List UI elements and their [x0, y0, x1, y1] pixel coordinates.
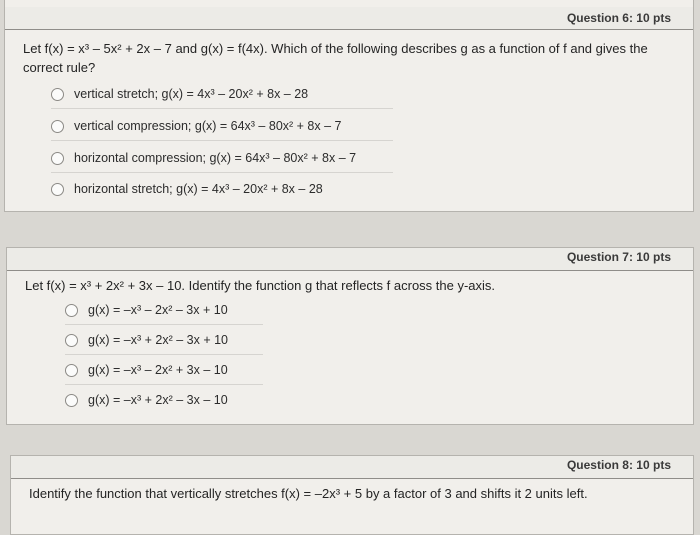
option-label: g(x) = –x³ + 2x² – 3x – 10: [88, 393, 228, 407]
option-label: vertical stretch; g(x) = 4x³ – 20x² + 8x – 28: [74, 87, 309, 101]
option-label: vertical compression; g(x) = 64x³ – 80x² + 8x – 7: [74, 119, 342, 133]
question-6-header: [5, 7, 693, 30]
option-label: g(x) = –x³ + 2x² – 3x + 10: [88, 333, 228, 347]
question-6-option-3[interactable]: [51, 144, 393, 173]
question-7-points: Question 7: 10 pts: [566, 250, 671, 264]
radio-button[interactable]: [51, 120, 64, 133]
question-7-option-1[interactable]: [65, 296, 263, 325]
question-6-prompt: Let f(x) = x³ – 5x² + 2x – 7 and g(x) = f(4x). Which of the following describes g as a function of f and gives the correct rule?: [23, 41, 648, 75]
question-7-card: [6, 247, 694, 425]
question-7-option-4[interactable]: [65, 386, 263, 414]
question-6-card: [4, 0, 694, 212]
radio-button[interactable]: [51, 183, 64, 196]
option-label: horizontal stretch; g(x) = 4x³ – 20x² + 8x – 28: [74, 182, 323, 196]
radio-button[interactable]: [51, 88, 64, 101]
radio-button[interactable]: [65, 364, 78, 377]
radio-button[interactable]: [51, 152, 64, 165]
question-7-header: [7, 248, 693, 271]
question-7-option-2[interactable]: [65, 326, 263, 355]
option-label: g(x) = –x³ – 2x² – 3x + 10: [88, 303, 228, 317]
question-8-points: Question 8: 10 pts: [566, 458, 671, 472]
question-6-option-1[interactable]: [51, 80, 393, 109]
question-8-header: [11, 456, 693, 479]
question-7-option-3[interactable]: [65, 356, 263, 385]
question-6-option-2[interactable]: [51, 112, 393, 141]
question-8-card: [10, 455, 694, 535]
radio-button[interactable]: [65, 394, 78, 407]
question-7-prompt: Let f(x) = x³ + 2x² + 3x – 10. Identify the function g that reflects f across the y-axis.: [25, 278, 496, 293]
radio-button[interactable]: [65, 304, 78, 317]
question-6-points: Question 6: 10 pts: [566, 11, 671, 25]
question-8-prompt: Identify the function that vertically stretches f(x) = –2x³ + 5 by a factor of 3 and shifts it 2 units left.: [29, 486, 588, 501]
option-label: g(x) = –x³ – 2x² + 3x – 10: [88, 363, 228, 377]
radio-button[interactable]: [65, 334, 78, 347]
question-6-option-4[interactable]: [51, 175, 393, 203]
option-label: horizontal compression; g(x) = 64x³ – 80x² + 8x – 7: [74, 151, 357, 165]
